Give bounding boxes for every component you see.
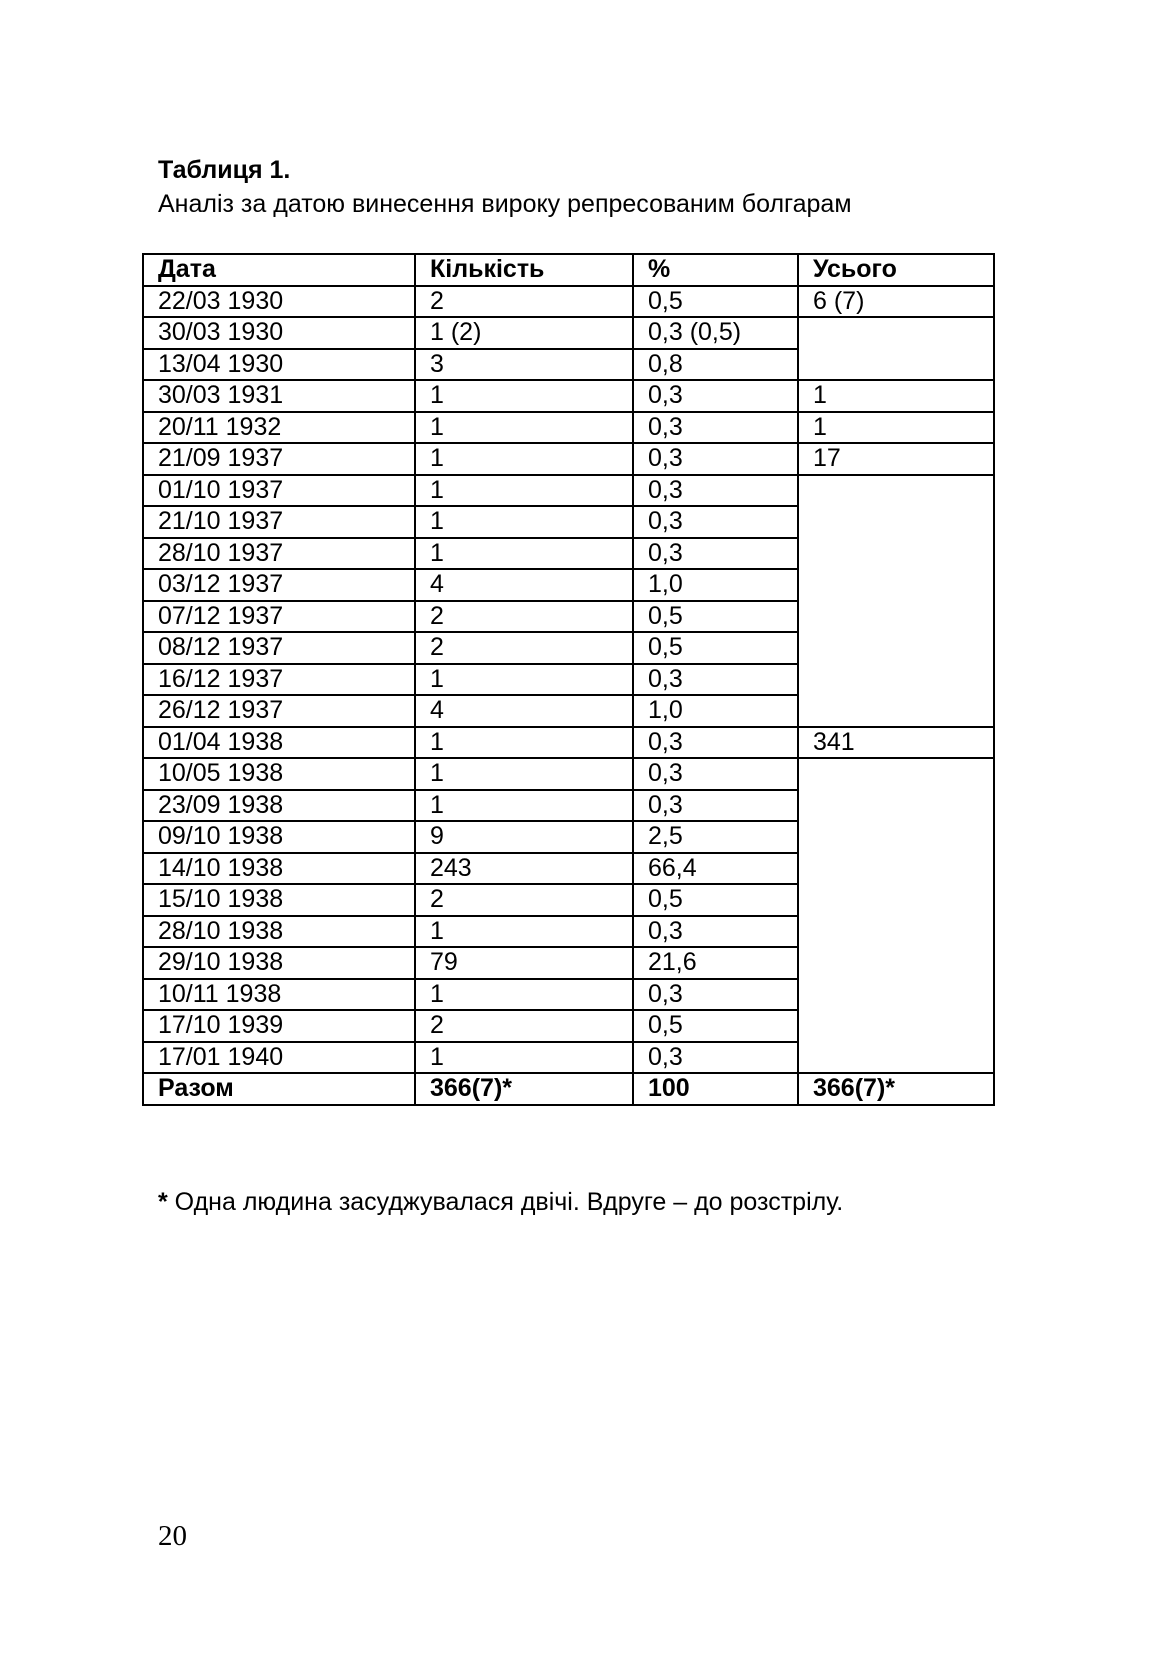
cell-date: 17/10 1939 [143, 1010, 415, 1042]
cell-count: 1 [415, 979, 633, 1011]
table-row [143, 412, 994, 444]
table-row [143, 727, 994, 759]
cell-count: 1 [415, 380, 633, 412]
cell-percent: 0,3 [633, 758, 798, 790]
cell-percent: 0,3 [633, 412, 798, 444]
cell-date: 26/12 1937 [143, 695, 415, 727]
column-header-total: Усього [798, 254, 994, 286]
total-overall: 366(7)* [798, 1073, 994, 1105]
cell-count: 1 [415, 727, 633, 759]
cell-count: 1 [415, 664, 633, 696]
cell-date: 14/10 1938 [143, 853, 415, 885]
cell-percent: 0,3 [633, 979, 798, 1011]
cell-percent: 0,3 [633, 790, 798, 822]
cell-percent: 0,5 [633, 884, 798, 916]
cell-date: 21/09 1937 [143, 443, 415, 475]
cell-count: 1 [415, 443, 633, 475]
cell-group-total: 341 [798, 727, 994, 759]
cell-percent: 0,3 [633, 1042, 798, 1074]
cell-count: 3 [415, 349, 633, 381]
cell-count: 1 [415, 916, 633, 948]
cell-group-total-empty [798, 317, 994, 380]
cell-percent: 0,5 [633, 601, 798, 633]
footnote-text: Одна людина засуджувалася двічі. Вдруге – до розстрілу. [167, 1188, 844, 1216]
cell-group-total: 1 [798, 380, 994, 412]
cell-percent: 1,0 [633, 695, 798, 727]
page-number: 20 [158, 1520, 187, 1552]
cell-group-total: 6 (7) [798, 286, 994, 318]
cell-percent: 0,3 (0,5) [633, 317, 798, 349]
cell-percent: 0,3 [633, 916, 798, 948]
cell-date: 15/10 1938 [143, 884, 415, 916]
cell-date: 28/10 1938 [143, 916, 415, 948]
cell-date: 07/12 1937 [143, 601, 415, 633]
cell-count: 4 [415, 569, 633, 601]
cell-group-total: 17 [798, 443, 994, 475]
footnote [158, 1188, 843, 1217]
footnote-marker: * [158, 1188, 168, 1216]
cell-percent: 0,5 [633, 1010, 798, 1042]
table-row [143, 317, 994, 349]
cell-count: 1 [415, 506, 633, 538]
cell-percent: 0,5 [633, 632, 798, 664]
table-row [143, 758, 994, 790]
cell-date: 21/10 1937 [143, 506, 415, 538]
cell-group-total: 1 [798, 412, 994, 444]
cell-percent: 0,3 [633, 506, 798, 538]
cell-count: 1 [415, 412, 633, 444]
cell-percent: 0,8 [633, 349, 798, 381]
cell-date: 09/10 1938 [143, 821, 415, 853]
cell-date: 10/11 1938 [143, 979, 415, 1011]
column-header-date: Дата [143, 254, 415, 286]
cell-date: 29/10 1938 [143, 947, 415, 979]
cell-count: 1 [415, 790, 633, 822]
table-row [143, 443, 994, 475]
column-header-count: Кількість [415, 254, 633, 286]
cell-count: 4 [415, 695, 633, 727]
cell-percent: 0,3 [633, 664, 798, 696]
cell-date: 01/04 1938 [143, 727, 415, 759]
cell-count: 79 [415, 947, 633, 979]
cell-group-total-empty [798, 475, 994, 727]
cell-count: 9 [415, 821, 633, 853]
cell-count: 2 [415, 286, 633, 318]
cell-date: 03/12 1937 [143, 569, 415, 601]
cell-percent: 0,3 [633, 475, 798, 507]
cell-date: 20/11 1932 [143, 412, 415, 444]
cell-percent: 1,0 [633, 569, 798, 601]
total-label: Разом [143, 1073, 415, 1105]
cell-date: 23/09 1938 [143, 790, 415, 822]
cell-date: 30/03 1931 [143, 380, 415, 412]
cell-percent: 66,4 [633, 853, 798, 885]
cell-count: 2 [415, 601, 633, 633]
cell-date: 30/03 1930 [143, 317, 415, 349]
total-percent: 100 [633, 1073, 798, 1105]
cell-count: 1 [415, 538, 633, 570]
cell-percent: 0,3 [633, 538, 798, 570]
cell-percent: 2,5 [633, 821, 798, 853]
cell-date: 13/04 1930 [143, 349, 415, 381]
cell-date: 10/05 1938 [143, 758, 415, 790]
cell-count: 1 [415, 475, 633, 507]
cell-count: 1 [415, 1042, 633, 1074]
cell-date: 01/10 1937 [143, 475, 415, 507]
cell-date: 22/03 1930 [143, 286, 415, 318]
table-row [143, 380, 994, 412]
table-subtitle: Аналіз за датою винесення вироку репресованим болгарам [158, 190, 852, 218]
cell-count: 2 [415, 1010, 633, 1042]
cell-count: 2 [415, 632, 633, 664]
cell-date: 16/12 1937 [143, 664, 415, 696]
cell-percent: 0,5 [633, 286, 798, 318]
total-count: 366(7)* [415, 1073, 633, 1105]
table-row [143, 286, 994, 318]
cell-percent: 0,3 [633, 443, 798, 475]
cell-date: 17/01 1940 [143, 1042, 415, 1074]
cell-date: 28/10 1937 [143, 538, 415, 570]
table-title: Таблиця 1. [158, 156, 291, 184]
table-header-row [143, 254, 994, 286]
cell-group-total-empty [798, 758, 994, 1073]
cell-percent: 0,3 [633, 380, 798, 412]
cell-count: 2 [415, 884, 633, 916]
table-total-row [143, 1073, 994, 1105]
column-header-percent: % [633, 254, 798, 286]
cell-count: 243 [415, 853, 633, 885]
table-row [143, 475, 994, 507]
cell-percent: 0,3 [633, 727, 798, 759]
cell-percent: 21,6 [633, 947, 798, 979]
sentencing-table [142, 253, 995, 1106]
cell-date: 08/12 1937 [143, 632, 415, 664]
cell-count: 1 [415, 758, 633, 790]
cell-count: 1 (2) [415, 317, 633, 349]
